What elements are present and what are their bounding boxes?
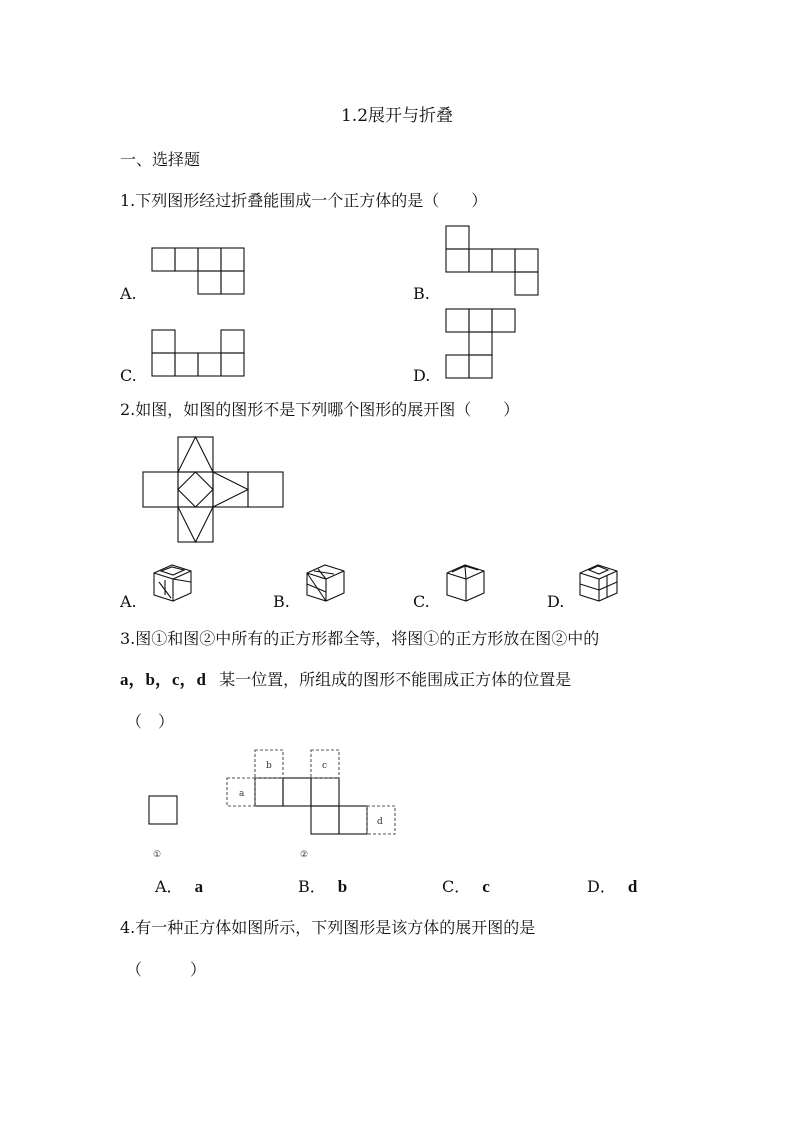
- question-4-stem: 4.有一种正方体如图所示，下列图形是该方体的展开图的是: [120, 918, 536, 937]
- q1-net-c: [150, 328, 250, 378]
- q2-cube-net: [141, 435, 287, 547]
- q3-stem-rest: 某一位置，所组成的图形不能围成正方体的位置是: [219, 670, 572, 689]
- question-3-blank: （ ）: [126, 712, 175, 731]
- q3-fig1-square: [149, 796, 177, 824]
- q3-slot-c: c: [322, 761, 328, 771]
- q2-cube-a: [151, 562, 195, 604]
- q1-net-d: [444, 307, 524, 381]
- q2-option-a[interactable]: A.: [120, 592, 137, 611]
- q3-option-b[interactable]: B． b: [298, 877, 348, 896]
- q2-cube-d: [577, 562, 621, 604]
- q3-option-c[interactable]: C． c: [442, 877, 490, 896]
- q2-cube-b: [304, 562, 348, 604]
- q1-option-a[interactable]: A.: [120, 284, 137, 303]
- question-3-stem-line1: 3.图①和图②中所有的正方形都全等，将图①的正方形放在图②中的: [120, 629, 600, 648]
- question-2-stem: 2.如图，如图的图形不是下列哪个图形的展开图（ ）: [120, 400, 520, 419]
- q3-fig2-label: ②: [300, 850, 309, 860]
- q1-option-c[interactable]: C.: [120, 366, 137, 385]
- q1-option-d[interactable]: D.: [413, 366, 431, 385]
- q2-option-b[interactable]: B.: [273, 592, 290, 611]
- q3-fig1-label: ①: [153, 850, 162, 860]
- q2-option-d[interactable]: D.: [547, 592, 565, 611]
- q2-option-c[interactable]: C.: [413, 592, 430, 611]
- page-title: 1.2展开与折叠: [340, 106, 454, 126]
- q3-slot-d: d: [377, 817, 383, 827]
- q1-option-b[interactable]: B.: [413, 284, 430, 303]
- q2-cube-c: [444, 562, 488, 604]
- q3-figures: [140, 745, 410, 863]
- q3-option-a[interactable]: A． a: [155, 877, 204, 896]
- q3-option-d[interactable]: D． d: [587, 877, 638, 896]
- section-heading: 一、选择题: [120, 150, 201, 169]
- question-4-blank: （ ）: [126, 960, 207, 979]
- q1-net-a: [150, 246, 250, 296]
- question-1-stem: 1.下列图形经过折叠能围成一个正方体的是（ ）: [120, 191, 488, 210]
- question-3-stem-line2: [120, 670, 571, 690]
- q1-net-b: [444, 224, 544, 298]
- q3-slot-a: a: [239, 789, 245, 799]
- q3-slot-b: b: [266, 761, 272, 771]
- q3-positions: a，b，c，d: [120, 670, 206, 689]
